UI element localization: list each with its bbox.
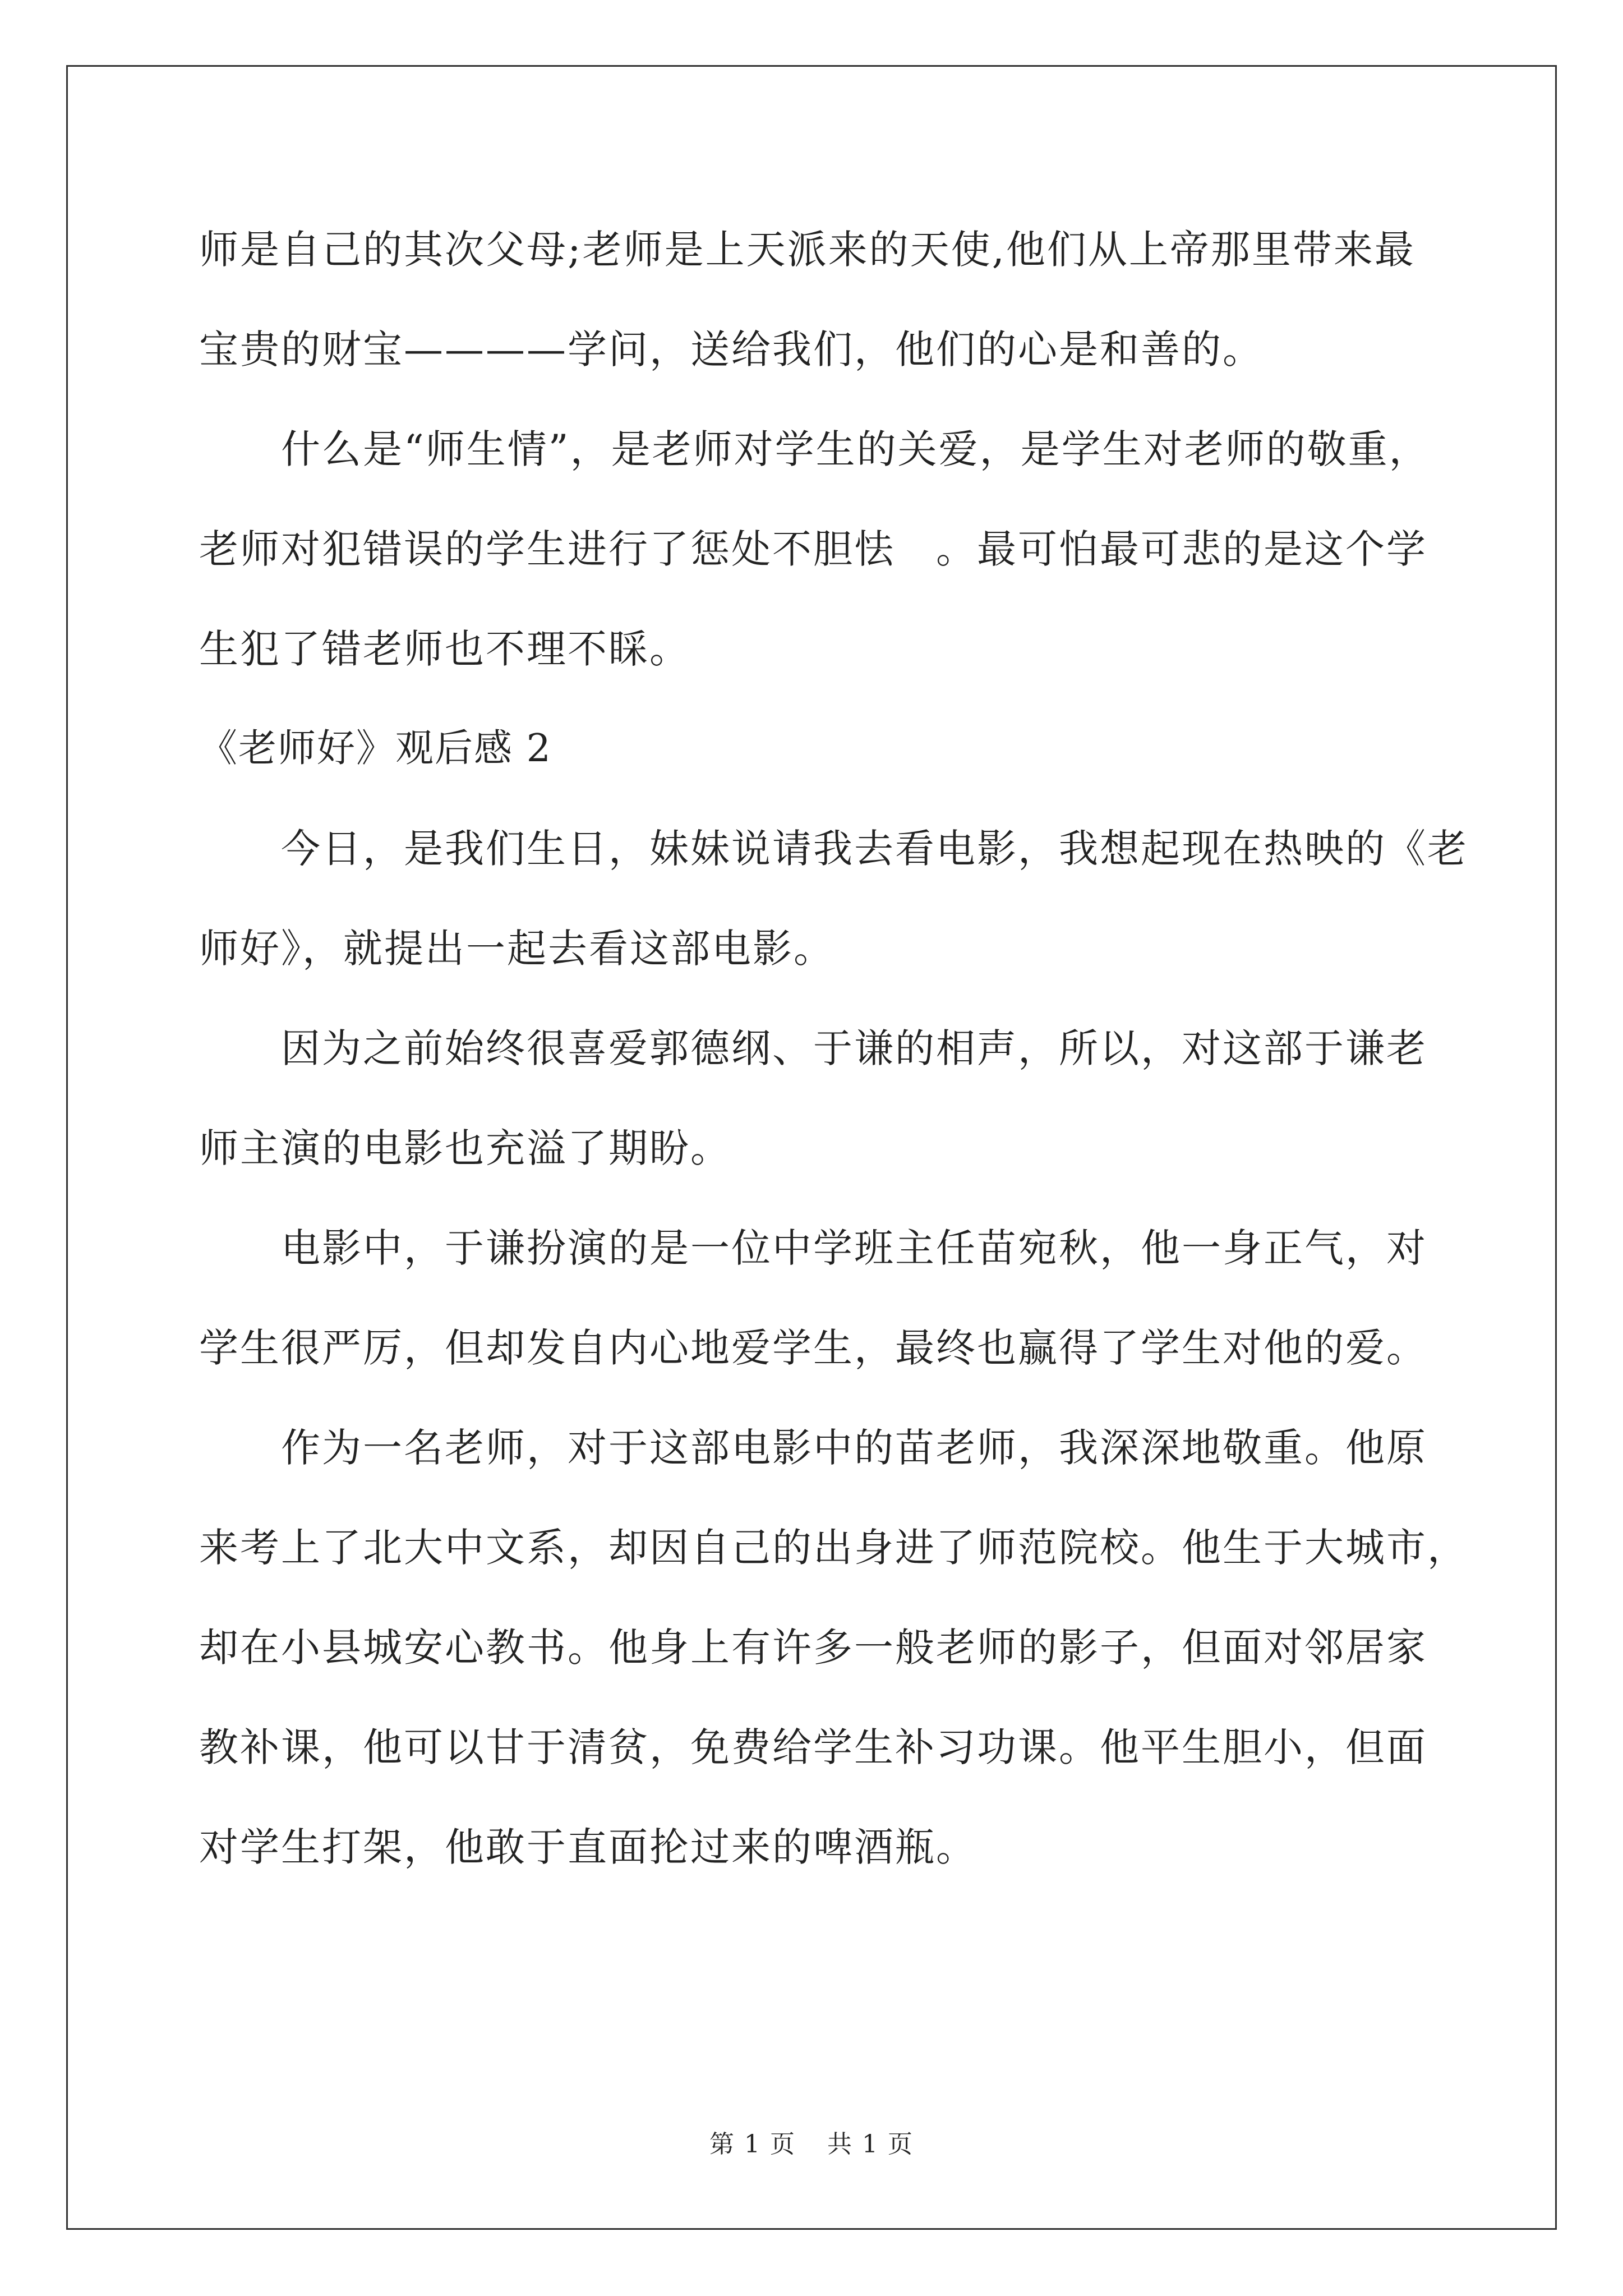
document-body [199, 219, 1468, 1916]
text-line: 师主演的电影也充溢了期盼。 [199, 1125, 731, 1171]
page-total: 共 1 页 [827, 2130, 914, 2159]
text-line: 师好》，就提出一起去看这部电影。 [199, 926, 834, 972]
paragraph-start-line: 作为一名老师，对于这部电影中的苗老师，我深深地敬重。他原 [281, 1425, 1427, 1471]
section-heading: 《老师好》观后感 2 [199, 726, 552, 771]
page-number: 第 1 页 [709, 2130, 796, 2159]
text-line: 师是自己的其次父母;老师是上天派来的天使,他们从上帝那里带来最 [199, 227, 1415, 273]
text-line: 老师对犯错误的学生进行了惩处不胆怯 。最可怕最可悲的是这个学 [199, 526, 1427, 572]
text-line: 宝贵的财宝————学问，送给我们，他们的心是和善的。 [199, 326, 1264, 372]
text-line: 生犯了错老师也不理不睬。 [199, 626, 690, 672]
text-line: 学生很严厉，但却发自内心地爱学生，最终也赢得了学生对他的爱。 [199, 1325, 1427, 1371]
paragraph-start-line: 今日，是我们生日，妹妹说请我去看电影，我想起现在热映的《老 [281, 826, 1468, 872]
paragraph-start-line: 什么是“师生情”，是老师对学生的关爱，是学生对老师的敬重， [281, 426, 1430, 472]
page-footer [0, 2124, 1623, 2160]
text-line: 教补课，他可以甘于清贫，免费给学生补习功课。他平生胆小，但面 [199, 1724, 1427, 1770]
paragraph-start-line: 因为之前始终很喜爱郭德纲、于谦的相声，所以，对这部于谦老 [281, 1025, 1427, 1071]
text-line: 对学生打架，他敢于直面抡过来的啤酒瓶。 [199, 1824, 977, 1870]
paragraph-start-line: 电影中，于谦扮演的是一位中学班主任苗宛秋，他一身正气，对 [281, 1225, 1427, 1271]
text-line: 却在小县城安心教书。他身上有许多一般老师的影子，但面对邻居家 [199, 1625, 1427, 1671]
text-line: 来考上了北大中文系，却因自己的出身进了师范院校。他生于大城市， [199, 1525, 1468, 1571]
